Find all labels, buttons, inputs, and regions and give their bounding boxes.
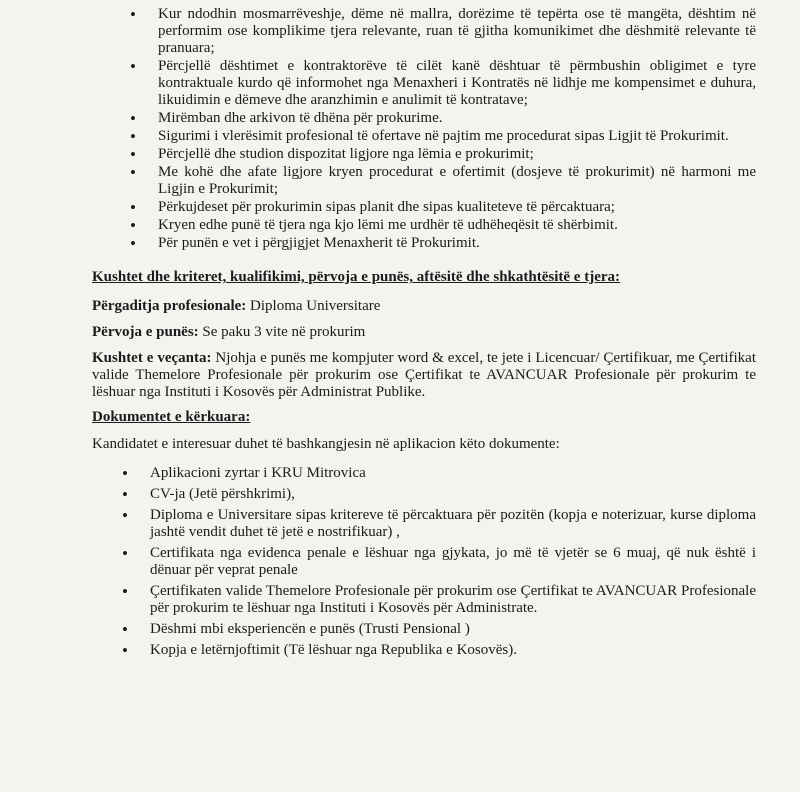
duty-item: • Mirëmban dhe arkivon të dhëna për prokurime. [130, 110, 756, 127]
documents-intro: Kandidatet e interesuar duhet të bashkangjesin në aplikacion këto dokumente: [92, 436, 560, 452]
documents-heading: Dokumentet e kërkuara: [92, 409, 251, 425]
duty-item: • Sigurimi i vlerësimit profesional të ofertave në pajtim me procedurat sipas Ligjit të Prokurimit. [130, 128, 756, 145]
document-item: • Çertifikaten valide Themelore Profesionale për prokurim ose Çertifikat te AVANCUAR Profesionale për prokurim te lëshuar nga Instituti i Kosovës për Administrate. [122, 583, 756, 617]
document-item: • Dëshmi mbi eksperiencën e punës (Trusti Pensional ) [122, 621, 756, 638]
education-line [92, 298, 756, 315]
special-conditions-line [92, 350, 756, 401]
duties-list [130, 6, 756, 252]
special-conditions-value: Njohja e punës me kompjuter word & excel, te jete i Licencuar/ Çertifikuar, me Çertifikat valide Themelore Profesionale për prokurim ose Çertifikat te AVANCUAR Profesionale për prokurim te lëshuar nga Instituti i Kosovës për Administrat Publike. [92, 350, 756, 400]
experience-line [92, 324, 756, 341]
duty-item: • Me kohë dhe afate ligjore kryen procedurat e ofertimit (dosjeve të prokurimit) në harmoni me Ligjin e Prokurimit; [130, 164, 756, 198]
duty-item: • Përkujdeset për prokurimin sipas planit dhe sipas kualiteteve të përcaktuara; [130, 199, 756, 216]
document-item: • Aplikacioni zyrtar i KRU Mitrovica [122, 465, 756, 482]
duty-item: • Kur ndodhin mosmarrëveshje, dëme në mallra, dorëzime të tepërta ose të mangëta, dështim në performim ose komplikime tjera relevante, ruan të gjitha komunikimet dhe dëshmitë relevante të pranuara; [130, 6, 756, 57]
duty-item: • Përcjellë dështimet e kontraktorëve të cilët kanë dështuar të përmbushin obligimet e tyre kontraktuale kurdo që informohet nga Menaxheri i Kontratës në lidhje me kompensimet e duhura, likuidimin e dëmeve dhe aranzhimin e anulimit të kontratave; [130, 58, 756, 109]
experience-value: Se paku 3 vite në prokurim [198, 324, 366, 340]
education-value: Diploma Universitare [246, 298, 381, 314]
duty-item: • Për punën e vet i përgjigjet Menaxherit të Prokurimit. [130, 235, 756, 252]
criteria-heading: Kushtet dhe kriteret, kualifikimi, përvoja e punës, aftësitë dhe shkathtësitë e tjera: [92, 269, 621, 285]
document-item: • Kopja e letërnjoftimit (Të lëshuar nga Republika e Kosovës). [122, 642, 756, 659]
experience-label: Përvoja e punës: [92, 324, 199, 340]
education-label: Përgaditja profesionale: [92, 298, 247, 314]
documents-list [122, 465, 756, 659]
duty-item: • Përcjellë dhe studion dispozitat ligjore nga lëmia e prokurimit; [130, 146, 756, 163]
document-item: • Diploma e Universitare sipas kritereve të përcaktuara për pozitën (kopja e noterizuar, kurse diploma jashtë vendit duhet të jetë e nostrifikuar) , [122, 507, 756, 541]
document-item: • Certifikata nga evidenca penale e lëshuar nga gjykata, jo më të vjetër se 6 muaj, që nuk është i dënuar për veprat penale [122, 545, 756, 579]
duty-item: • Kryen edhe punë të tjera nga kjo lëmi me urdhër të udhëheqësit të shërbimit. [130, 217, 756, 234]
document-item: • CV-ja (Jetë përshkrimi), [122, 486, 756, 503]
special-conditions-label: Kushtet e veçanta: [92, 350, 212, 366]
